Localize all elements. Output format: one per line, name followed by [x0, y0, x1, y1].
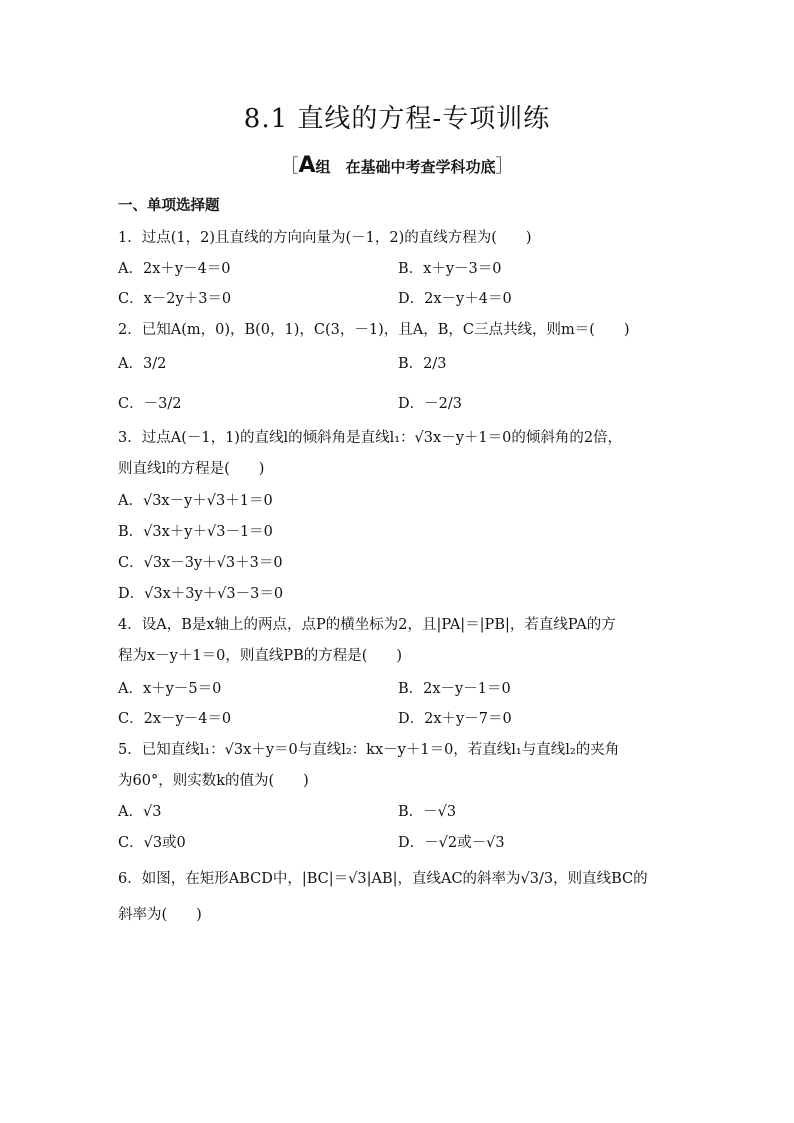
q5-option-c: C．√3或0 — [118, 835, 186, 851]
group-text: 组 在基础中考查学科功底 — [315, 158, 496, 176]
q4-option-d: D．2x＋y－7＝0 — [398, 711, 512, 727]
q1-option-c: C．x－2y＋3＝0 — [118, 291, 232, 307]
q2-option-a: A．3/2 — [118, 356, 167, 372]
q3-option-c: C．√3x－3y＋√3＋3＝0 — [118, 555, 283, 571]
q3-option-b: B．√3x＋y＋√3－1＝0 — [118, 524, 273, 540]
q3-stem-line2: 则直线l的方程是( ) — [118, 461, 265, 477]
q2-stem: 2．已知A(m，0)，B(0，1)，C(3，－1)，且A，B，C三点共线，则m＝( ) — [118, 322, 630, 338]
group-close-bracket: ］ — [495, 156, 514, 177]
group-letter: A — [298, 153, 316, 178]
q4-option-a: A．x＋y－5＝0 — [118, 681, 222, 697]
q6-stem-line1: 6．如图，在矩形ABCD中，|BC|＝√3|AB|，直线AC的斜率为√3/3，则直线BC的 — [118, 871, 648, 887]
q1-option-d: D．2x－y＋4＝0 — [398, 291, 512, 307]
q4-stem-line2: 程为x－y＋1＝0，则直线PB的方程是( ) — [118, 648, 403, 664]
q2-option-b: B．2/3 — [398, 356, 447, 372]
q5-stem-line2: 为60°，则实数k的值为( ) — [118, 773, 309, 789]
q6-stem-line2: 斜率为( ) — [118, 907, 202, 923]
q4-option-b: B．2x－y－1＝0 — [398, 681, 511, 697]
q5-stem-line1: 5．已知直线l₁：√3x＋y＝0与直线l₂：kx－y＋1＝0，若直线l₁与直线l₂的夹角 — [118, 742, 620, 758]
q1-option-a: A．2x＋y－4＝0 — [118, 261, 231, 277]
section-heading: 一、单项选择题 — [118, 198, 220, 214]
q3-option-d: D．√3x＋3y＋√3－3＝0 — [118, 586, 284, 602]
q2-option-d: D．－2/3 — [398, 396, 462, 412]
group-heading — [0, 152, 794, 178]
q4-stem-line1: 4．设A，B是x轴上的两点，点P的横坐标为2，且|PA|＝|PB|，若直线PA的方 — [118, 617, 616, 633]
group-open-bracket: ［ — [280, 156, 299, 177]
q5-option-b: B．－√3 — [398, 804, 457, 820]
q4-option-c: C．2x－y－4＝0 — [118, 711, 232, 727]
q5-option-a: A．√3 — [118, 804, 162, 820]
q5-option-d: D．－√2或－√3 — [398, 835, 505, 851]
q3-option-a: A．√3x－y＋√3＋1＝0 — [118, 493, 273, 509]
q3-stem-line1: 3．过点A(－1，1)的直线l的倾斜角是直线l₁：√3x－y＋1＝0的倾斜角的2倍， — [118, 430, 623, 446]
q2-option-c: C．－3/2 — [118, 396, 182, 412]
q1-option-b: B．x＋y－3＝0 — [398, 261, 502, 277]
page-title: 8.1 直线的方程-专项训练 — [243, 104, 551, 134]
q1-stem: 1．过点(1，2)且直线的方向向量为(－1，2)的直线方程为( ) — [118, 230, 532, 246]
